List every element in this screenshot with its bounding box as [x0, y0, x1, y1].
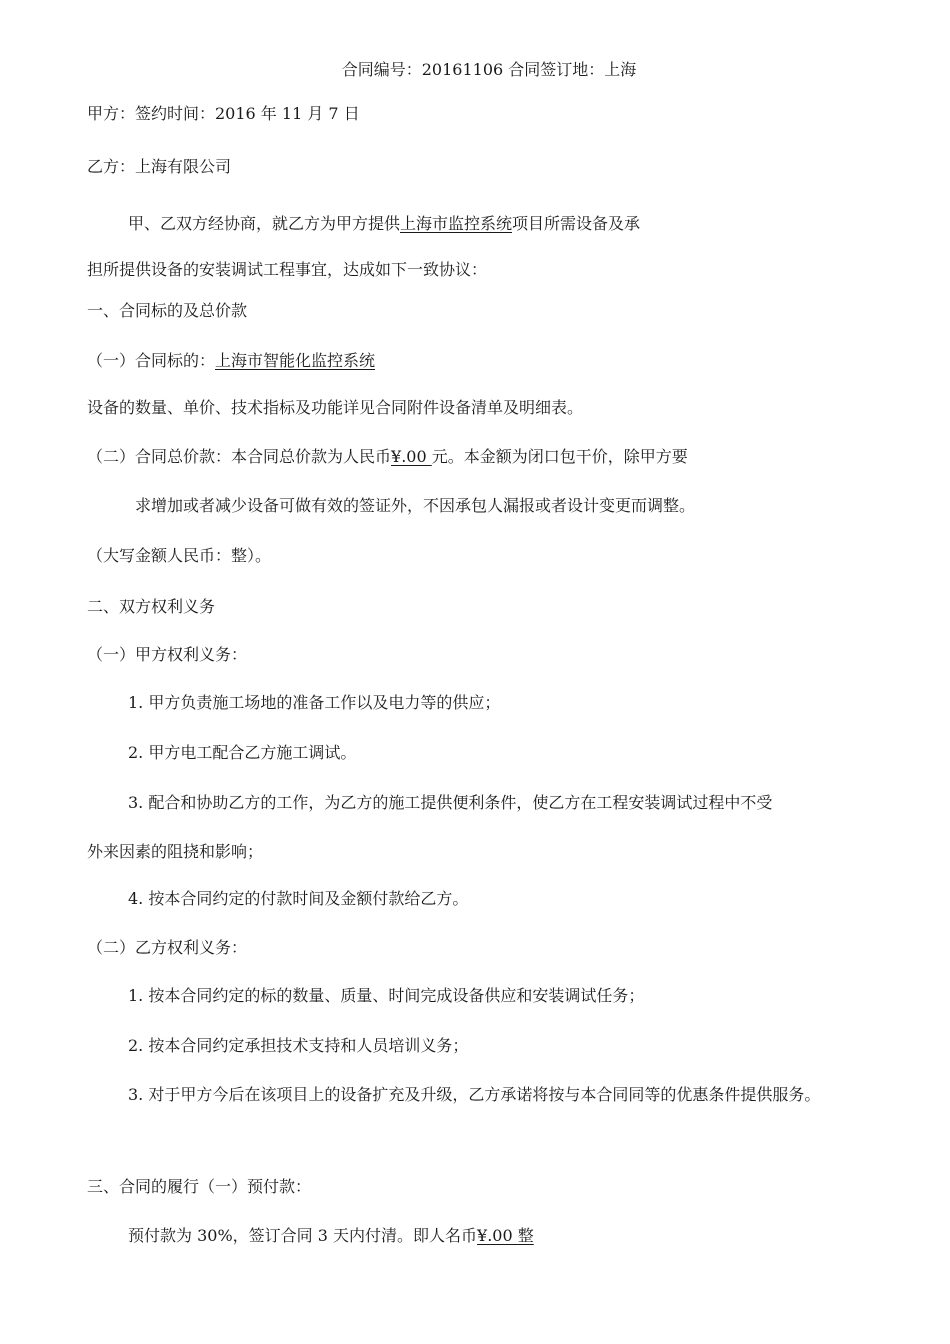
- party-b-duty-3: 3. 对于甲方今后在该项目上的设备扩充及升级，乙方承诺将按与本合同同等的优惠条件提供服务。: [128, 1085, 821, 1104]
- party-a-duty-1: 1. 甲方负责施工场地的准备工作以及电力等的供应；: [128, 693, 501, 712]
- prepayment-text-a: 预付款为 30%，签订合同 3 天内付清。即人名币: [128, 1226, 478, 1245]
- section1-item2: [87, 446, 688, 468]
- section3-title: 三、合同的履行（一）预付款：: [87, 1177, 312, 1196]
- party-b-duty-1: 1. 按本合同约定的标的数量、质量、时间完成设备供应和安装调试任务；: [128, 986, 645, 1005]
- section1-item2-caps: （大写金额人民币：整）。: [87, 546, 272, 565]
- project-name: 上海市监控系统: [400, 214, 513, 233]
- section1-title: 一、合同标的及总价款: [87, 301, 248, 320]
- party-a-line: 甲方：签约时间：2016 年 11 月 7 日: [87, 104, 360, 123]
- party-b-duty-2: 2. 按本合同约定承担技术支持和人员培训义务；: [128, 1036, 469, 1055]
- party-a-duty-4: 4. 按本合同约定的付款时间及金额付款给乙方。: [128, 889, 469, 908]
- item1-label: （一）合同标的：: [87, 351, 216, 370]
- item2-text-b: 元。本金额为闭口包干价，除甲方要: [431, 447, 688, 466]
- intro-paragraph-line2: 担所提供设备的安装调试工程事宜，达成如下一致协议：: [87, 260, 488, 279]
- section2-title: 二、双方权利义务: [87, 597, 216, 616]
- section1-item1-note: 设备的数量、单价、技术指标及功能详见合同附件设备清单及明细表。: [87, 398, 584, 417]
- section1-item2-cont: 求增加或者减少设备可做有效的签证外，不因承包人漏报或者设计变更而调整。: [135, 496, 696, 515]
- contract-header: 合同编号：20161106 合同签订地：上海: [341, 60, 637, 79]
- section1-item1: [87, 350, 375, 372]
- intro-paragraph-line1: [128, 213, 640, 235]
- prepayment-text: [128, 1225, 534, 1247]
- party-b-line: 乙方：上海有限公司: [87, 157, 232, 176]
- total-amount: ¥.00: [391, 447, 432, 466]
- intro-text-a: 甲、乙双方经协商，就乙方为甲方提供: [128, 214, 401, 233]
- intro-text-b: 项目所需设备及承: [512, 214, 641, 233]
- party-a-duty-3: 3. 配合和协助乙方的工作，为乙方的施工提供便利条件，使乙方在工程安装调试过程中不受: [128, 793, 773, 812]
- item1-subject: 上海市智能化监控系统: [215, 351, 376, 370]
- party-a-duty-3-cont: 外来因素的阻挠和影响；: [87, 842, 264, 861]
- section2-party-a-title: （一）甲方权利义务：: [87, 645, 248, 664]
- section2-party-b-title: （二）乙方权利义务：: [87, 938, 248, 957]
- item2-text-a: （二）合同总价款：本合同总价款为人民币: [87, 447, 392, 466]
- party-a-duty-2: 2. 甲方电工配合乙方施工调试。: [128, 743, 357, 762]
- prepayment-amount: ¥.00 整: [477, 1226, 534, 1245]
